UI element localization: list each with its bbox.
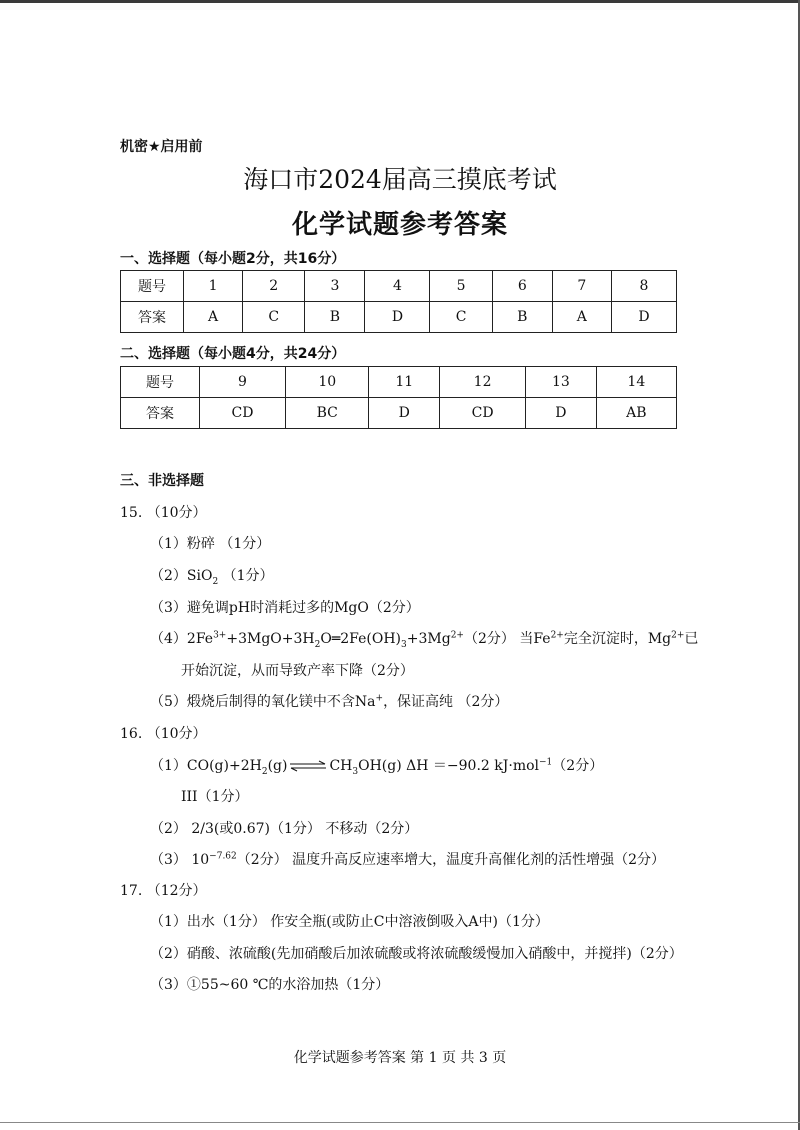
table-cell: 2 (243, 271, 305, 302)
row-label: 题号 (121, 271, 184, 302)
section3-heading: 三、非选择题 (120, 473, 204, 489)
table-cell: 12 (440, 367, 526, 398)
q15-answer-4: $(4)2Fe^{3+}+3MgO+3H_2O═2Fe(OH)_3+3Mg^{2+}(2$分） 当$Fe^{2+}$完全沉淀时，$Mg^{2+}$已 (150, 630, 699, 650)
row-label: 答案 (121, 302, 184, 333)
table-cell: 13 (526, 367, 597, 398)
q15-label: 15. （10分） (120, 505, 207, 521)
table-cell: 14 (596, 367, 676, 398)
q16-answer-2: （2） 2/3(或0.67)（1分） 不移动（2分） (150, 821, 419, 837)
q15-answer-3: （3）避免调pH时消耗过多的MgO（2分） (150, 600, 420, 616)
table-cell: D (369, 398, 440, 429)
q15-answer-4-continued: 开始沉淀，从而导致产率下降（2分） (181, 663, 414, 679)
table-row-numbers (121, 367, 677, 398)
table-cell: 1 (184, 271, 243, 302)
table-cell: 4 (365, 271, 430, 302)
table-cell: 11 (369, 367, 440, 398)
table-cell: C (430, 302, 492, 333)
table-row-numbers (121, 271, 677, 302)
q17-answer-1: （1）出水（1分） 作安全瓶(或防止C中溶液倒吸入A中)（1分） (150, 914, 549, 930)
q17-label: 17. （12分） (120, 883, 207, 899)
page-footer: 化学试题参考答案 第 1 页 共 3 页 (293, 1050, 507, 1066)
q15-answer-1: （1）粉碎 （1分） (150, 536, 271, 552)
document-title: 化学试题参考答案 (291, 210, 508, 240)
row-label: 答案 (121, 398, 200, 429)
row-label: 题号 (121, 367, 200, 398)
table-cell: D (526, 398, 597, 429)
table-cell: AB (596, 398, 676, 429)
q17-answer-2: （2）硝酸、浓硫酸(先加硝酸后加浓硫酸或将浓硫酸缓慢加入硝酸中，并搅拌)（2分） (150, 946, 683, 962)
exam-title: 海口市2024届高三摸底考试 (243, 165, 557, 194)
table-cell: 6 (492, 271, 552, 302)
q16-answer-1: $(1)CO(g)+2H_2(g)$ $CH_3OH(g)$ ΔH ＝−90.2 kJ·mol$^{-1}$（2分） (150, 757, 604, 777)
table-cell: CD (200, 398, 286, 429)
q15-answer-5: （5）煅烧后制得的氧化镁中不含Na+，保证高纯 （2分） (150, 693, 509, 710)
table-cell: 9 (200, 367, 286, 398)
table-cell: CD (440, 398, 526, 429)
table-cell: B (492, 302, 552, 333)
table-cell: BC (286, 398, 369, 429)
confidential-label: 机密★启用前 (120, 139, 203, 155)
table-cell: B (305, 302, 365, 333)
reversible-arrow-icon (289, 760, 327, 772)
section1-heading: 一、选择题（每小题2分，共16分） (120, 251, 346, 267)
table-cell: 3 (305, 271, 365, 302)
table-cell: 10 (286, 367, 369, 398)
q16-label: 16. （10分） (120, 726, 207, 742)
table-cell: C (243, 302, 305, 333)
scan-top-edge (0, 0, 800, 3)
table-cell: A (184, 302, 243, 333)
q15-answer-2: （2）SiO$_2$ （1分） (150, 568, 274, 587)
table-cell: A (552, 302, 611, 333)
section1-answer-table (120, 270, 677, 333)
table-cell: 8 (611, 271, 676, 302)
table-cell: D (611, 302, 676, 333)
table-row-answers (121, 302, 677, 333)
table-row-answers (121, 398, 677, 429)
section2-heading: 二、选择题（每小题4分，共24分） (120, 346, 346, 362)
q16-answer-1-continued: III（1分） (181, 789, 249, 805)
table-cell: 7 (552, 271, 611, 302)
section2-answer-table (120, 366, 677, 429)
table-cell: 5 (430, 271, 492, 302)
q17-answer-3: （3）①55~60 ℃的水浴加热（1分） (150, 977, 390, 993)
scan-bottom-edge (0, 1122, 800, 1123)
q16-answer-3: （3） $10^{-7.62}(2$分） 温度升高反应速率增大，温度升高催化剂的活性增强（2分） (150, 851, 666, 868)
table-cell: D (365, 302, 430, 333)
